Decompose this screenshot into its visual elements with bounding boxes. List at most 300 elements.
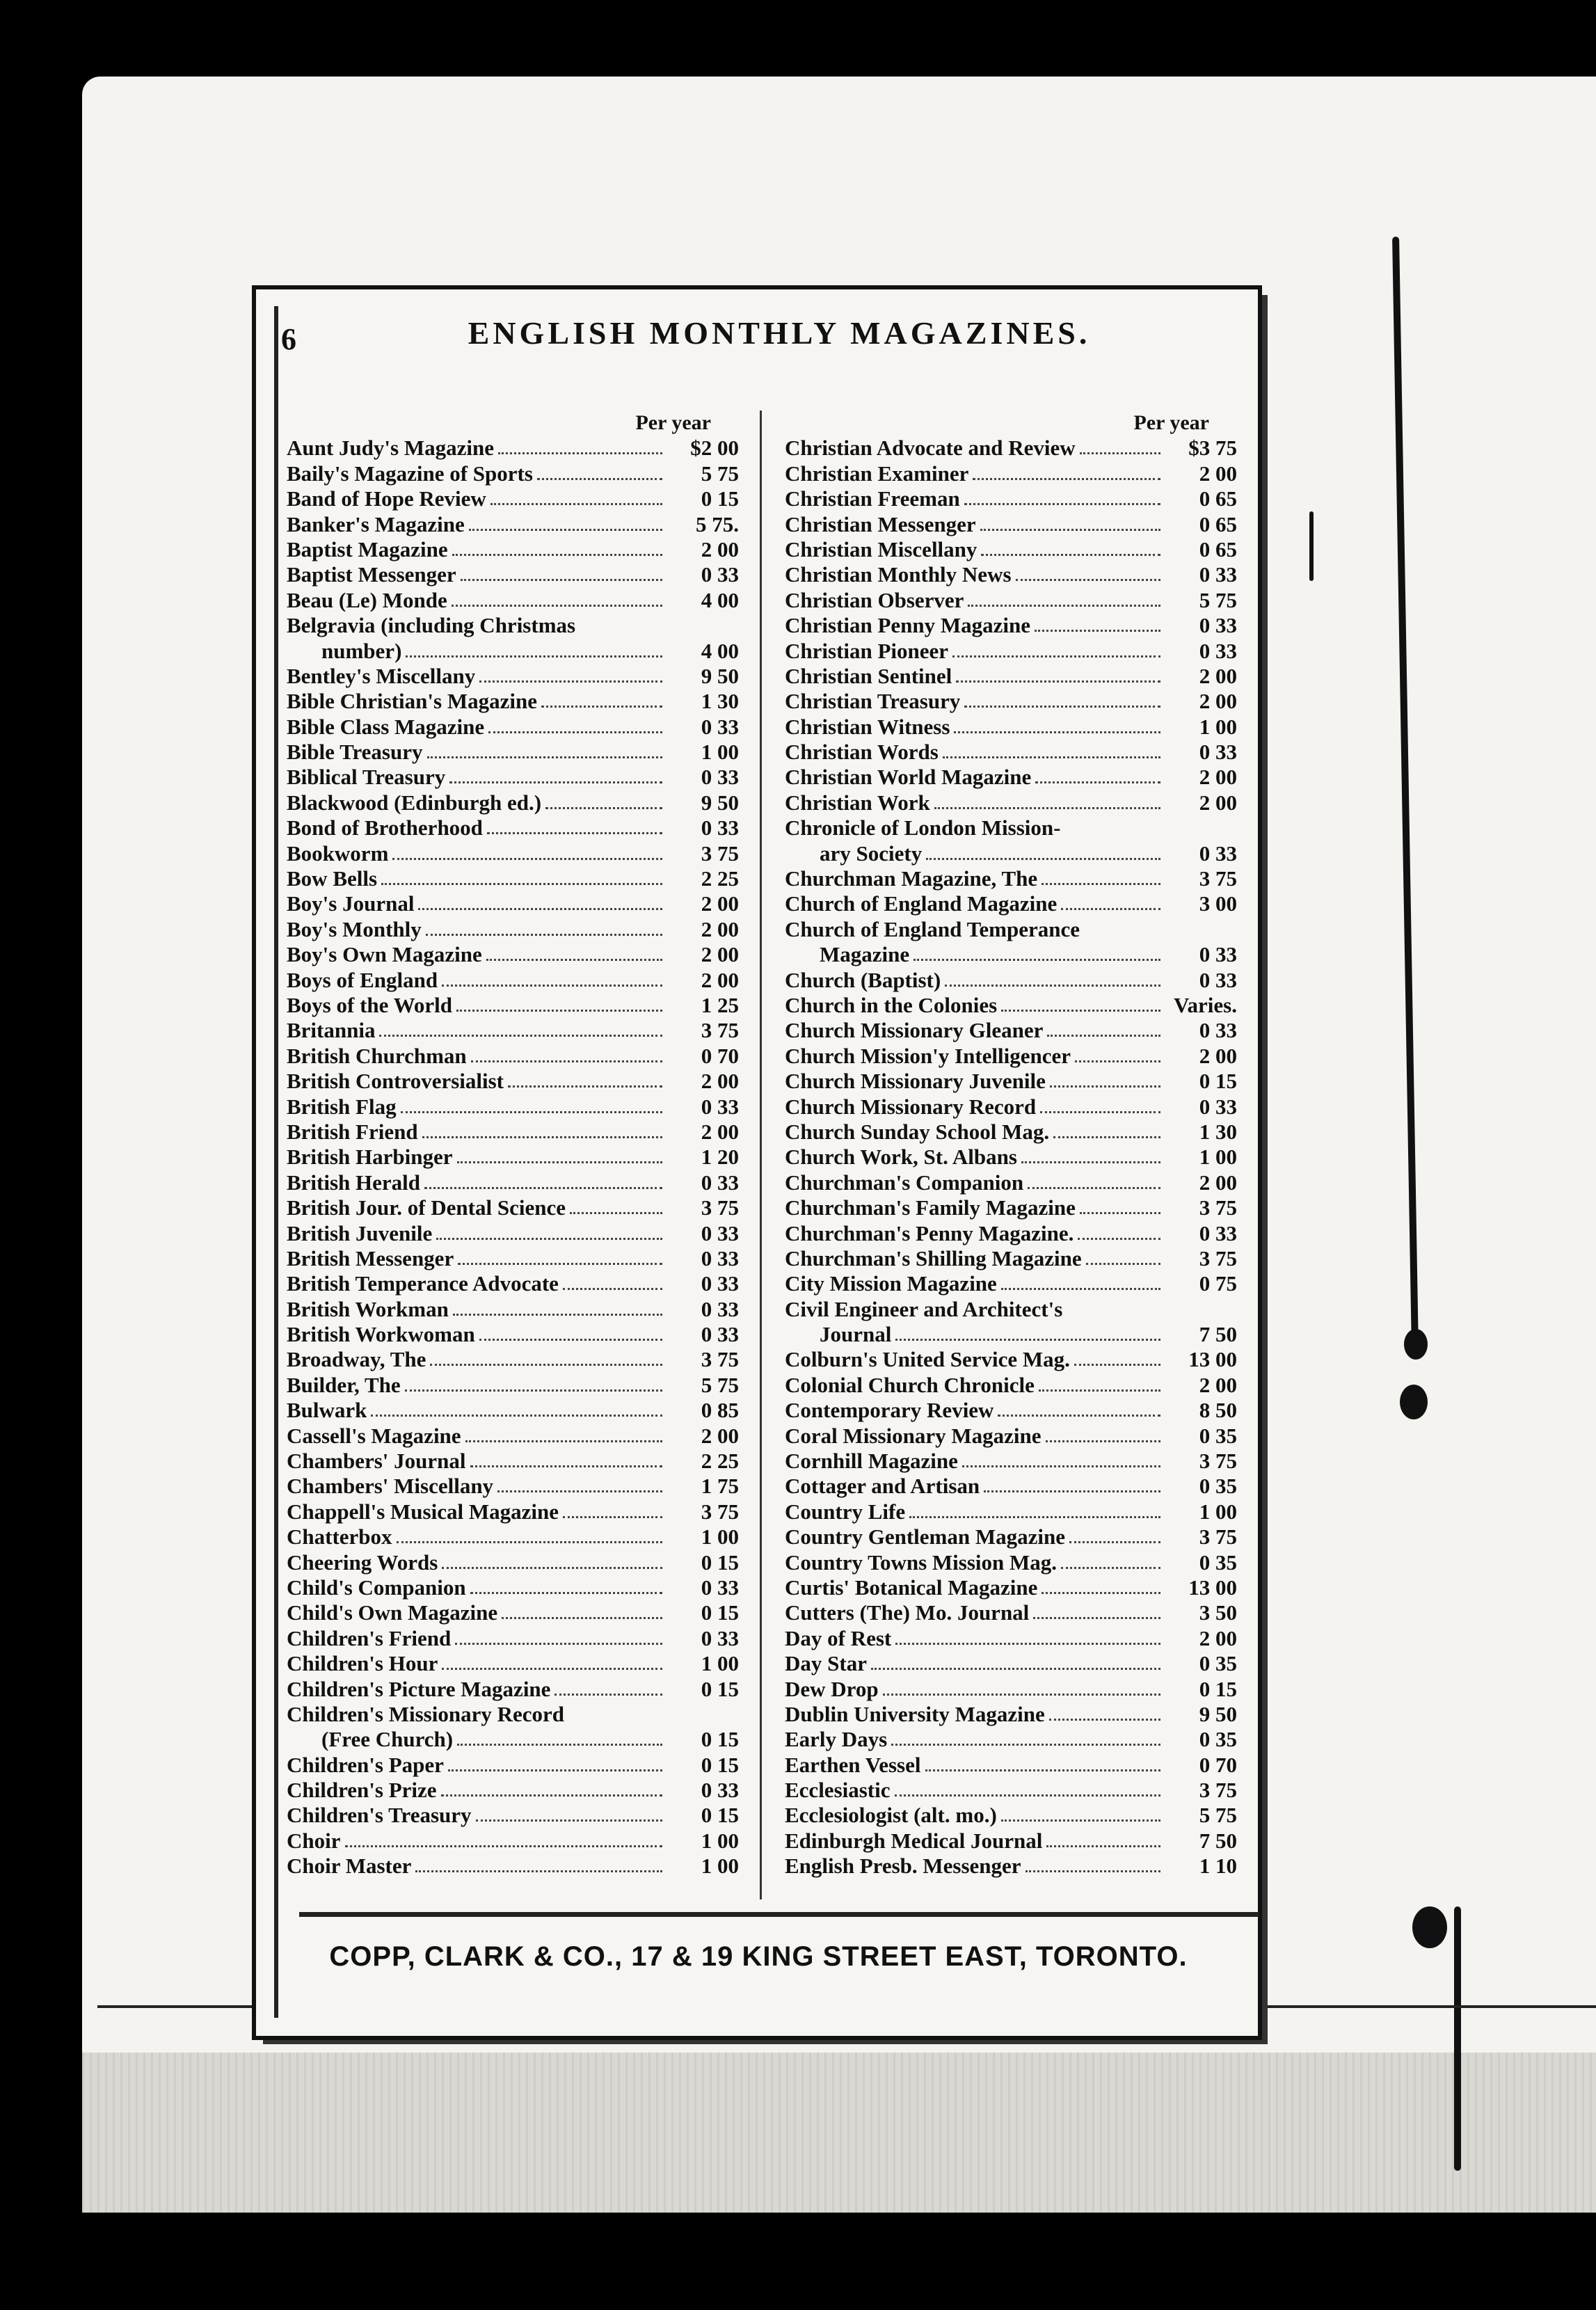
- magazine-name: Edinburgh Medical Journal: [785, 1828, 1043, 1853]
- leader-dots: [962, 1465, 1160, 1467]
- magazine-row: [287, 461, 739, 486]
- price-per-year: 0 33: [701, 1296, 739, 1321]
- leader-dots: [458, 1263, 662, 1265]
- price-per-year: 5 75.: [696, 511, 739, 536]
- magazine-name: Church of England Magazine: [785, 891, 1058, 916]
- leader-dots: [497, 1490, 662, 1492]
- column-header: Per year: [635, 411, 711, 434]
- magazine-row: [287, 1145, 739, 1170]
- price-per-year: 2 00: [1199, 1625, 1237, 1650]
- leader-dots: [453, 1314, 662, 1316]
- magazine-row: [287, 1752, 739, 1777]
- ink-stroke: [1454, 1906, 1461, 2171]
- magazine-name: Chappell's Musical Magazine: [287, 1499, 559, 1524]
- magazine-row: [287, 562, 739, 587]
- magazine-name: ary Society: [820, 841, 923, 866]
- magazine-name: Bible Treasury: [287, 740, 423, 765]
- magazine-row: [785, 1499, 1237, 1524]
- leader-dots: [508, 1085, 662, 1088]
- magazine-name: Boy's Monthly: [287, 916, 422, 941]
- leader-dots: [436, 1238, 662, 1240]
- magazine-name: Country Towns Mission Mag.: [785, 1550, 1058, 1575]
- magazine-row: [785, 1296, 1237, 1321]
- magazine-name: Bible Christian's Magazine: [287, 689, 537, 714]
- magazine-name: Blackwood (Edinburgh ed.): [287, 790, 542, 815]
- magazine-row: [287, 993, 739, 1018]
- magazine-row: [785, 916, 1237, 941]
- magazine-row: [785, 765, 1237, 790]
- leader-dots: [452, 605, 662, 607]
- leader-dots: [945, 985, 1160, 987]
- leader-dots: [371, 1415, 662, 1417]
- magazine-row: [287, 1423, 739, 1448]
- price-per-year: 0 35: [1199, 1651, 1237, 1676]
- leader-dots: [1035, 630, 1160, 632]
- price-per-year: 1 30: [701, 689, 739, 714]
- leader-dots: [392, 858, 662, 860]
- price-per-year: 0 35: [1199, 1550, 1237, 1575]
- leader-dots: [1001, 1819, 1160, 1822]
- leader-dots: [441, 1794, 662, 1797]
- magazine-name: Aunt Judy's Magazine: [287, 436, 494, 461]
- right-column: [785, 411, 1237, 1879]
- magazine-row: [287, 765, 739, 790]
- magazine-row: [287, 587, 739, 612]
- leader-dots: [964, 503, 1160, 505]
- magazine-row: [785, 1094, 1237, 1119]
- leader-dots: [461, 579, 662, 581]
- price-per-year: 0 33: [701, 765, 739, 790]
- price-per-year: 0 33: [701, 1575, 739, 1600]
- leader-dots: [476, 1819, 662, 1822]
- price-per-year: 1 00: [1199, 714, 1237, 739]
- magazine-name: Christian Treasury: [785, 689, 961, 714]
- magazine-row: [785, 1474, 1237, 1499]
- magazine-row: [785, 1854, 1237, 1879]
- magazine-row: [785, 638, 1237, 663]
- price-per-year: 2 00: [1199, 1043, 1237, 1068]
- magazine-name: City Mission Magazine: [785, 1271, 997, 1296]
- magazine-row: [287, 689, 739, 714]
- leader-dots: [883, 1694, 1160, 1696]
- price-per-year: 0 15: [701, 1676, 739, 1701]
- magazine-name: Cottager and Artisan: [785, 1474, 980, 1499]
- leader-dots: [943, 756, 1160, 758]
- leader-dots: [545, 807, 662, 809]
- column-divider: [760, 411, 762, 1899]
- leader-dots: [405, 1389, 662, 1392]
- magazine-row: [785, 562, 1237, 587]
- magazine-name: Boys of England: [287, 967, 438, 992]
- magazine-name: British Herald: [287, 1170, 421, 1195]
- price-per-year: 0 15: [1199, 1069, 1237, 1094]
- magazine-name: Children's Treasury: [287, 1803, 472, 1828]
- magazine-name: Bond of Brotherhood: [287, 815, 483, 841]
- price-per-year: 3 00: [1199, 891, 1237, 916]
- price-per-year: 2 00: [701, 916, 739, 941]
- magazine-row: [287, 1246, 739, 1271]
- magazine-name: Chronicle of London Mission-: [785, 815, 1061, 841]
- magazine-name: Chambers' Miscellany: [287, 1474, 494, 1499]
- price-per-year: 0 15: [701, 1752, 739, 1777]
- magazine-name: Church in the Colonies: [785, 992, 998, 1017]
- price-per-year: 3 75: [701, 841, 739, 866]
- footer-rule: [299, 1912, 1259, 1917]
- magazine-name: Civil Engineer and Architect's: [785, 1296, 1063, 1321]
- price-per-year: 0 35: [1199, 1474, 1237, 1499]
- leader-dots: [1075, 1060, 1160, 1062]
- price-per-year: 5 75: [1199, 587, 1237, 612]
- magazine-name: Bookworm: [287, 841, 389, 866]
- price-per-year: 3 75: [1199, 1778, 1237, 1803]
- magazine-row: [287, 1575, 739, 1600]
- price-per-year: 0 15: [701, 486, 739, 511]
- magazine-name: Christian Sentinel: [785, 663, 952, 688]
- magazine-name: Baptist Magazine: [287, 536, 448, 561]
- price-per-year: 0 35: [1199, 1423, 1237, 1448]
- leader-dots: [1028, 1187, 1160, 1189]
- magazine-row: [785, 1018, 1237, 1043]
- leader-dots: [448, 1769, 662, 1771]
- price-per-year: 13 00: [1188, 1575, 1237, 1600]
- magazine-row: [287, 1625, 739, 1650]
- magazine-row: [785, 1423, 1237, 1448]
- magazine-row: [785, 486, 1237, 511]
- price-per-year: 0 33: [1199, 562, 1237, 587]
- leader-dots: [954, 731, 1160, 733]
- leader-dots: [471, 1060, 662, 1062]
- leader-dots: [1061, 908, 1160, 910]
- leader-dots: [379, 1035, 662, 1037]
- leader-dots: [449, 781, 662, 783]
- magazine-row: [785, 1170, 1237, 1195]
- leader-dots: [1047, 1035, 1160, 1037]
- magazine-row: [785, 866, 1237, 891]
- leader-dots: [1080, 1212, 1160, 1214]
- leader-dots: [1021, 1161, 1160, 1163]
- magazine-name: Cornhill Magazine: [785, 1449, 958, 1474]
- magazine-name: Child's Companion: [287, 1575, 466, 1600]
- magazine-row: [785, 436, 1237, 461]
- price-per-year: 0 33: [1199, 638, 1237, 663]
- price-per-year: 0 15: [701, 1550, 739, 1575]
- leader-dots: [426, 934, 662, 936]
- magazine-row: [287, 1195, 739, 1220]
- magazine-name: Christian Monthly News: [785, 562, 1012, 587]
- left-column: [287, 411, 739, 1879]
- leader-dots: [422, 1136, 662, 1138]
- magazine-row: [785, 1246, 1237, 1271]
- leader-dots: [498, 452, 662, 454]
- price-per-year: 1 75: [701, 1474, 739, 1499]
- leader-dots: [455, 1643, 662, 1645]
- leader-dots: [465, 1440, 662, 1442]
- magazine-row: [785, 537, 1237, 562]
- magazine-name: Christian Advocate and Review: [785, 436, 1076, 461]
- price-per-year: 4 00: [701, 638, 739, 663]
- leader-dots: [981, 554, 1160, 556]
- magazine-row: [785, 1727, 1237, 1752]
- price-per-year: 0 85: [701, 1398, 739, 1423]
- price-per-year: 0 33: [1199, 1220, 1237, 1245]
- leader-dots: [1001, 1288, 1160, 1290]
- leader-dots: [984, 1490, 1160, 1492]
- leader-dots: [401, 1111, 662, 1113]
- price-per-year: 0 33: [701, 1245, 739, 1270]
- price-per-year: 5 75: [701, 461, 739, 486]
- magazine-name: Country Gentleman Magazine: [785, 1524, 1065, 1550]
- magazine-name: Boys of the World: [287, 992, 452, 1017]
- leader-dots: [980, 529, 1160, 531]
- magazine-row: [785, 1676, 1237, 1701]
- magazine-name: British Churchman: [287, 1043, 467, 1068]
- magazine-row: [287, 1524, 739, 1550]
- price-per-year: 9 50: [701, 663, 739, 688]
- price-per-year: 2 00: [701, 967, 739, 992]
- price-per-year: 7 50: [1199, 1828, 1237, 1853]
- leader-dots: [1039, 1389, 1160, 1392]
- price-per-year: 13 00: [1188, 1347, 1237, 1372]
- magazine-name: Day Star: [785, 1651, 867, 1676]
- leader-dots: [457, 1744, 662, 1746]
- leader-dots: [345, 1845, 663, 1847]
- magazine-name: Biblical Treasury: [287, 765, 446, 790]
- leader-dots: [457, 1161, 662, 1163]
- leader-dots: [554, 1694, 662, 1696]
- price-per-year: 0 33: [701, 815, 739, 841]
- magazine-name: Christian Freeman: [785, 486, 960, 511]
- ink-blot: [1412, 1906, 1447, 1948]
- magazine-row: [785, 1702, 1237, 1727]
- leader-dots: [895, 1339, 1160, 1341]
- price-per-year: 0 15: [701, 1727, 739, 1752]
- magazine-name: British Friend: [287, 1119, 418, 1144]
- magazine-name: Church Missionary Gleaner: [785, 1018, 1044, 1043]
- leader-dots: [1001, 1010, 1160, 1012]
- magazine-row: [287, 714, 739, 739]
- magazine-name: Country Life: [785, 1499, 906, 1524]
- magazine-name: Band of Hope Review: [287, 486, 486, 511]
- leader-dots: [934, 807, 1160, 809]
- leader-dots: [427, 756, 663, 758]
- ink-stroke: [1309, 511, 1314, 581]
- leader-dots: [486, 959, 662, 961]
- magazine-row: [785, 1043, 1237, 1068]
- magazine-row: [287, 1170, 739, 1195]
- magazine-name: Christian Witness: [785, 714, 950, 739]
- magazine-name: British Juvenile: [287, 1220, 433, 1245]
- magazine-row: [287, 1803, 739, 1828]
- leader-dots: [973, 478, 1160, 480]
- leader-dots: [1016, 579, 1160, 581]
- magazine-name: Britannia: [287, 1018, 376, 1043]
- price-per-year: 5 75: [701, 1372, 739, 1397]
- price-per-year: 3 75: [1199, 1245, 1237, 1270]
- magazine-name: Belgravia (including Christmas: [287, 613, 576, 638]
- leader-dots: [1074, 1364, 1160, 1366]
- magazine-row: [785, 1550, 1237, 1575]
- publisher-footer: COPP, CLARK & CO., 17 & 19 KING STREET EAST, TORONTO.: [329, 1941, 1188, 1972]
- magazine-name: Early Days: [785, 1727, 888, 1752]
- magazine-name: Colonial Church Chronicle: [785, 1372, 1035, 1397]
- magazine-name: Dew Drop: [785, 1676, 879, 1701]
- price-per-year: 2 25: [701, 1449, 739, 1474]
- column-header: Per year: [1133, 411, 1209, 434]
- magazine-row: [287, 1550, 739, 1575]
- magazine-row: [287, 841, 739, 866]
- price-per-year: 3 75: [701, 1018, 739, 1043]
- price-per-year: 2 00: [1199, 663, 1237, 688]
- price-per-year: 0 65: [1199, 511, 1237, 536]
- magazine-name: Church Missionary Record: [785, 1094, 1037, 1119]
- magazine-row: [287, 1676, 739, 1701]
- price-per-year: 3 75: [1199, 1449, 1237, 1474]
- magazine-row: [785, 511, 1237, 536]
- magazine-name: Journal: [820, 1322, 892, 1347]
- magazine-row: [287, 1828, 739, 1853]
- magazine-row: [785, 1347, 1237, 1372]
- right-rows: [785, 436, 1237, 1879]
- magazine-name: Children's Picture Magazine: [287, 1676, 551, 1701]
- magazine-name: British Messenger: [287, 1245, 454, 1270]
- price-per-year: 2 00: [701, 536, 739, 561]
- magazine-row: [785, 815, 1237, 841]
- page-number: 6: [281, 322, 296, 356]
- price-per-year: 1 10: [1199, 1854, 1237, 1879]
- price-per-year: 3 75: [1199, 1195, 1237, 1220]
- price-per-year: 0 75: [1199, 1271, 1237, 1296]
- magazine-row: [287, 1322, 739, 1347]
- magazine-name: Ecclesiastic: [785, 1778, 891, 1803]
- price-per-year: 4 00: [701, 587, 739, 612]
- magazine-row: [287, 967, 739, 992]
- ink-blot: [1400, 1385, 1428, 1419]
- price-per-year: 0 33: [701, 562, 739, 587]
- magazine-row: [785, 1145, 1237, 1170]
- price-per-year: 0 33: [701, 1170, 739, 1195]
- magazine-row: [287, 1296, 739, 1321]
- magazine-name: Curtis' Botanical Magazine: [785, 1575, 1038, 1600]
- leader-dots: [488, 731, 662, 733]
- magazine-name: Christian Observer: [785, 587, 964, 612]
- price-per-year: 3 75: [1199, 1524, 1237, 1550]
- magazine-name: Baily's Magazine of Sports: [287, 461, 533, 486]
- magazine-name: British Workwoman: [287, 1322, 475, 1347]
- leader-dots: [1080, 452, 1160, 454]
- leader-dots: [1042, 883, 1160, 885]
- price-per-year: 2 00: [701, 1119, 739, 1144]
- magazine-name: Beau (Le) Monde: [287, 587, 447, 612]
- price-per-year: 0 33: [701, 1094, 739, 1119]
- magazine-name: Church Missionary Juvenile: [785, 1069, 1046, 1094]
- magazine-name: Church Sunday School Mag.: [785, 1119, 1050, 1144]
- price-per-year: 0 65: [1199, 536, 1237, 561]
- price-per-year: 1 00: [1199, 1145, 1237, 1170]
- magazine-name: Churchman Magazine, The: [785, 866, 1038, 891]
- magazine-row: [785, 1120, 1237, 1145]
- magazine-row: [287, 1094, 739, 1119]
- magazine-name: Magazine: [820, 942, 910, 967]
- page-title: ENGLISH MONTHLY MAGAZINES.: [468, 315, 1091, 351]
- magazine-name: Coral Missionary Magazine: [785, 1423, 1042, 1448]
- magazine-row: [785, 1069, 1237, 1094]
- magazine-row: [287, 1220, 739, 1245]
- magazine-name: Boy's Own Magazine: [287, 942, 482, 967]
- price-per-year: 0 33: [701, 1220, 739, 1245]
- leader-dots: [998, 1415, 1160, 1417]
- leader-dots: [952, 655, 1160, 658]
- magazine-row: [785, 1625, 1237, 1650]
- magazine-row: [785, 587, 1237, 612]
- magazine-row: [287, 916, 739, 941]
- price-per-year: 2 00: [1199, 765, 1237, 790]
- magazine-name: Church Work, St. Albans: [785, 1145, 1017, 1170]
- leader-dots: [925, 1769, 1161, 1771]
- magazine-name: number): [321, 638, 402, 663]
- price-per-year: 2 00: [1199, 1170, 1237, 1195]
- magazine-row: [785, 613, 1237, 638]
- leader-dots: [381, 883, 662, 885]
- magazine-row: [287, 740, 739, 765]
- magazine-name: British Harbinger: [287, 1145, 453, 1170]
- magazine-row: [785, 967, 1237, 992]
- price-per-year: 2 00: [701, 891, 739, 916]
- magazine-row: [287, 613, 739, 638]
- leader-dots: [926, 858, 1160, 860]
- leader-dots: [956, 680, 1160, 683]
- magazine-name: Choir: [287, 1828, 341, 1853]
- magazine-row: [287, 866, 739, 891]
- leader-dots: [442, 1668, 662, 1670]
- leader-dots: [490, 503, 662, 505]
- leader-dots: [502, 1617, 662, 1619]
- panel-inner-border: [274, 306, 278, 2018]
- leader-dots: [1086, 1263, 1160, 1265]
- price-per-year: 0 35: [1199, 1727, 1237, 1752]
- magazine-row: [287, 1702, 739, 1727]
- price-per-year: 0 33: [1199, 942, 1237, 967]
- price-per-year: 2 00: [1199, 1372, 1237, 1397]
- magazine-row: [287, 1043, 739, 1068]
- leader-dots: [913, 959, 1160, 961]
- price-per-year: 1 00: [701, 1854, 739, 1879]
- leader-dots: [424, 1187, 662, 1189]
- magazine-name: Colburn's United Service Mag.: [785, 1347, 1070, 1372]
- magazine-name: Christian Work: [785, 790, 930, 815]
- magazine-name: Churchman's Penny Magazine.: [785, 1220, 1074, 1245]
- leader-dots: [469, 529, 662, 531]
- price-per-year: 3 75: [1199, 866, 1237, 891]
- magazine-name: British Controversialist: [287, 1069, 504, 1094]
- magazine-name: Church Mission'y Intelligencer: [785, 1043, 1071, 1068]
- magazine-row: [287, 1372, 739, 1397]
- magazine-row: [785, 1600, 1237, 1625]
- price-per-year: 3 75: [701, 1499, 739, 1524]
- leader-dots: [570, 1212, 662, 1214]
- magazine-row: [785, 1575, 1237, 1600]
- magazine-name: Cassell's Magazine: [287, 1423, 461, 1448]
- magazine-name: Ecclesiologist (alt. mo.): [785, 1803, 997, 1828]
- price-per-year: 0 33: [1199, 841, 1237, 866]
- magazine-name: Christian Pioneer: [785, 638, 949, 663]
- magazine-row: [287, 1271, 739, 1296]
- price-per-year: 1 00: [1199, 1499, 1237, 1524]
- magazine-name: Christian Miscellany: [785, 536, 977, 561]
- leader-dots: [470, 1592, 662, 1594]
- magazine-row: [785, 1398, 1237, 1423]
- leader-dots: [1053, 1136, 1160, 1138]
- leader-dots: [418, 908, 662, 910]
